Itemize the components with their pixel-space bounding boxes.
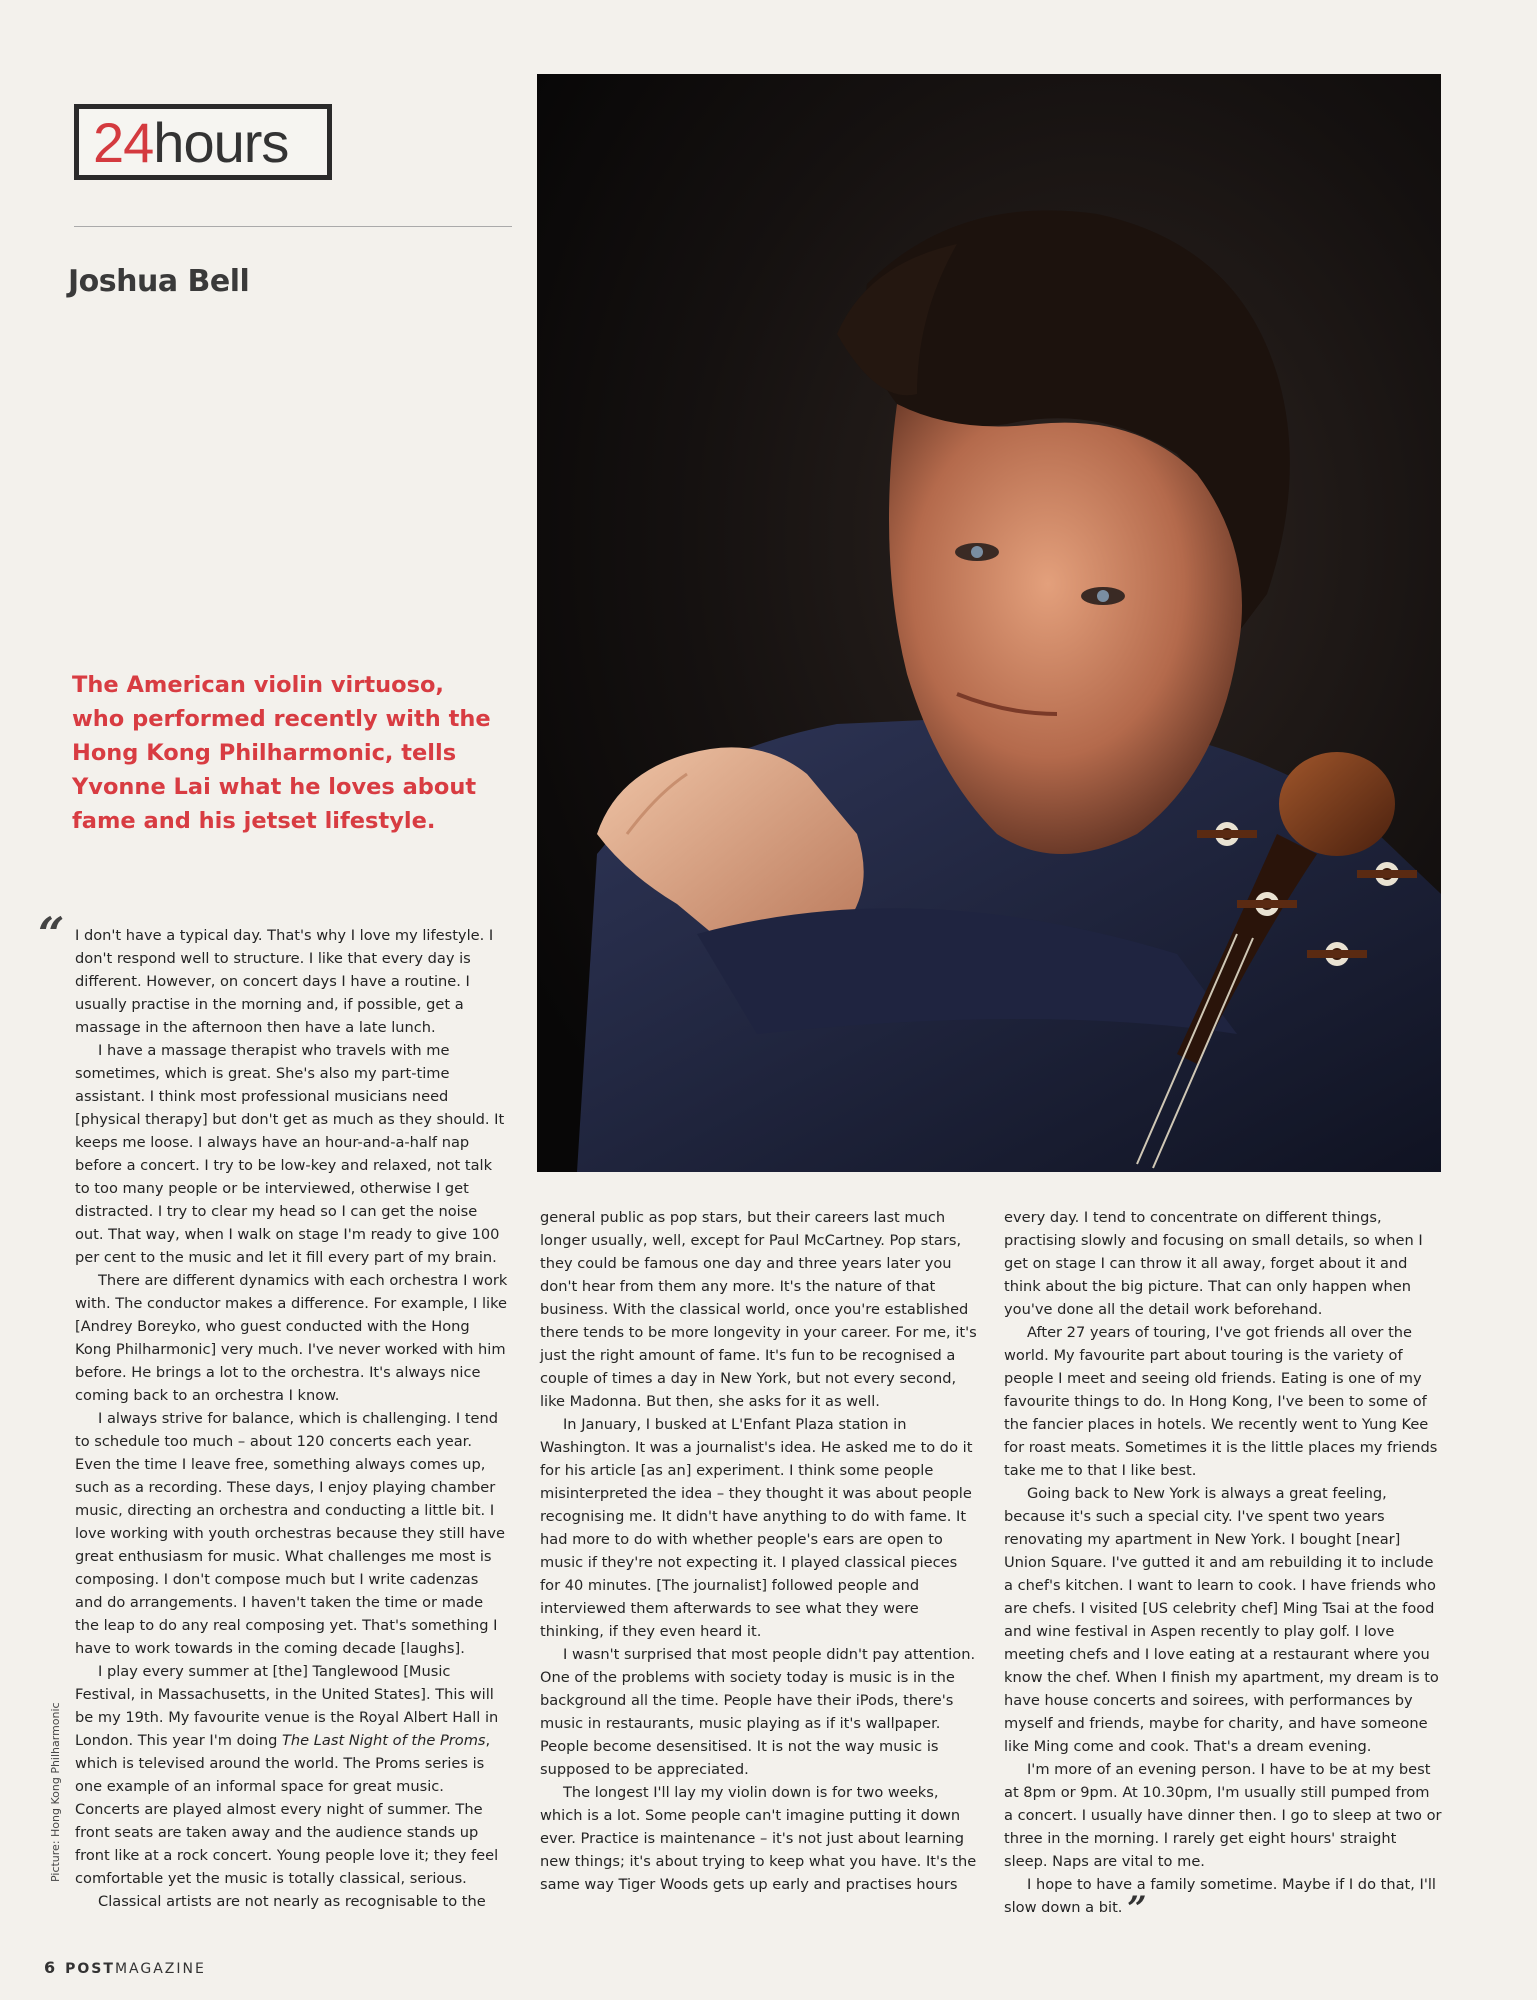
paragraph — [75, 1660, 509, 1890]
paragraph: I wasn't surprised that most people didn't pay attention. One of the problems with society today is music is in the background all the time. People have their iPods, there's music in restaurants, music playing as if it's wallpaper. People become desensitised. It is not the way music is supposed to be appreciated. — [540, 1646, 976, 1778]
portrait-illustration — [537, 74, 1441, 1172]
paragraph: Going back to New York is always a great feeling, because it's such a special city. I've spent two years renovating my apartment in New York. I bought [near] Union Square. I've gutted it and am rebuilding it to include a chef's kitchen. I want to learn to cook. I have friends who are chefs. I visited [US celebrity chef] Ming Tsai at the food and wine festival in Aspen recently to play golf. I love meeting chefs and I love eating at a restaurant where you know the chef. When I finish my apartment, my dream is to have house concerts and soirees, with performances by myself and friends, maybe for charity, and have someone like Ming come and cook. That's a dream evening. — [1004, 1485, 1439, 1755]
magazine-brand-bold: POST — [65, 1961, 115, 1977]
section-logo — [74, 104, 332, 180]
paragraph: general public as pop stars, but their careers last much longer usually, well, except for Paul McCartney. Pop stars, they could be famous one day and three years later you don't hear from them any more. It's the nature of that business. With the classical world, once you're established there tends to be more longevity in your career. For me, it's just the right amount of fame. It's fun to be recognised a couple of times a day in New York, but not every second, like Madonna. But then, she asks for it as well. — [540, 1209, 977, 1410]
standfirst: The American violin virtuoso, who performed recently with the Hong Kong Philharmonic, tells Yvonne Lai what he loves about fame and his jetset lifestyle. — [72, 672, 491, 834]
magazine-brand-rest: MAGAZINE — [114, 1961, 206, 1977]
page-footer — [44, 1958, 206, 1977]
emphasized-title: The Last Night of the Proms — [282, 1732, 486, 1749]
paragraph: I have a massage therapist who travels with me sometimes, which is great. She's also my part-time assistant. I think most professional musicians need [physical therapy] but don't get as much as they should. It keeps me loose. I always have an hour-and-a-half nap before a concert. I try to be low-key and relaxed, not talk to too many people or be interviewed, otherwise I get distracted. I try to clear my head so I can get the noise out. That way, when I walk on stage I'm ready to give 100 per cent to the music and let it fill every part of my brain. — [75, 1042, 505, 1266]
section-logo-word: hours — [153, 110, 289, 174]
article-column-2 — [540, 1206, 980, 1896]
paragraph — [1004, 1873, 1442, 1929]
photo-credit: Picture: Hong Kong Philharmonic — [49, 1702, 62, 1882]
paragraph: The longest I'll lay my violin down is for two weeks, which is a lot. Some people can't imagine putting it down ever. Practice is maintenance – it's not just about learning new things; it's about trying to keep what you have. It's the same way Tiger Woods gets up early and practises hours — [540, 1784, 977, 1893]
paragraph: every day. I tend to concentrate on different things, practising slowly and focusing on small details, so when I get on stage I can throw it all away, forget about it and think about the big picture. That can only happen when you've done all the detail work beforehand. — [1004, 1209, 1423, 1318]
paragraph: Classical artists are not nearly as recognisable to the — [98, 1893, 486, 1910]
close-quote-mark: ” — [1127, 1889, 1147, 1929]
page-number: 6 — [44, 1958, 56, 1977]
paragraph: There are different dynamics with each orchestra I work with. The conductor makes a difference. For example, I like [Andrey Boreyko, who guest conducted with the Hong Kong Philharmonic] very much. I've never worked with him before. He brings a lot to the orchestra. It's always nice coming back to an orchestra I know. — [75, 1272, 508, 1404]
article-column-1 — [75, 924, 509, 1913]
paragraph: I'm more of an evening person. I have to be at my best at 8pm or 9pm. At 10.30pm, I'm usually still pumped from a concert. I usually have dinner then. I go to sleep at two or three in the morning. I rarely get eight hours' straight sleep. Naps are vital to me. — [1004, 1761, 1442, 1870]
paragraph-text: , which is televised around the world. The Proms series is one example of an informal space for great music. Concerts are played almost every night of summer. The front seats are taken away and the audience stands up front like at a rock concert. Young people love it; they feel comfortable yet the music is totally classical, serious. — [75, 1732, 499, 1887]
paragraph: I don't have a typical day. That's why I love my lifestyle. I don't respond well to structure. I like that every day is different. However, on concert days I have a routine. I usually practise in the morning and, if possible, get a massage in the afternoon then have a late lunch. — [75, 927, 494, 1036]
paragraph: In January, I busked at L'Enfant Plaza station in Washington. It was a journalist's idea. He asked me to do it for his article [as an] experiment. I think some people misinterpreted the idea – they thought it was about people recognising me. It didn't have anything to do with fame. It had more to do with whether people's ears are open to music if they're not expecting it. I played classical pieces for 40 minutes. [The journalist] followed people and interviewed them afterwards to see what they were thinking, if they even heard it. — [540, 1416, 973, 1640]
open-quote-mark: “ — [38, 907, 65, 961]
article-column-3 — [1004, 1206, 1442, 1929]
portrait-photo — [537, 74, 1441, 1172]
header-divider — [74, 226, 512, 227]
paragraph: After 27 years of touring, I've got friends all over the world. My favourite part about touring is the variety of people I meet and seeing old friends. Eating is one of my favourite things to do. In Hong Kong, I've been to some of the fancier places in hotels. We recently went to Yung Kee for roast meats. Sometimes it is the little places my friends take me to that I like best. — [1004, 1324, 1438, 1479]
paragraph-text: I play every summer at [the] Tanglewood [Music Festival, in Massachusetts, in the United States]. This will be my 19th. My favourite venue is the Royal Albert Hall in London. This year I'm doing — [75, 1663, 499, 1749]
paragraph-text: I hope to have a family sometime. Maybe if I do that, I'll slow down a bit. — [1004, 1876, 1436, 1916]
section-logo-number: 24 — [93, 110, 154, 174]
paragraph: I always strive for balance, which is challenging. I tend to schedule too much – about 120 concerts each year. Even the time I leave free, something always comes up, such as a recording. These days, I enjoy playing chamber music, directing an orchestra and conducting a little bit. I love working with youth orchestras because they still have great enthusiasm for music. What challenges me most is composing. I don't compose much but I write cadenzas and do arrangements. I haven't taken the time or made the leap to do any real composing yet. That's something I have to work towards in the coming decade [laughs]. — [75, 1410, 505, 1657]
profile-name: Joshua Bell — [68, 264, 250, 299]
